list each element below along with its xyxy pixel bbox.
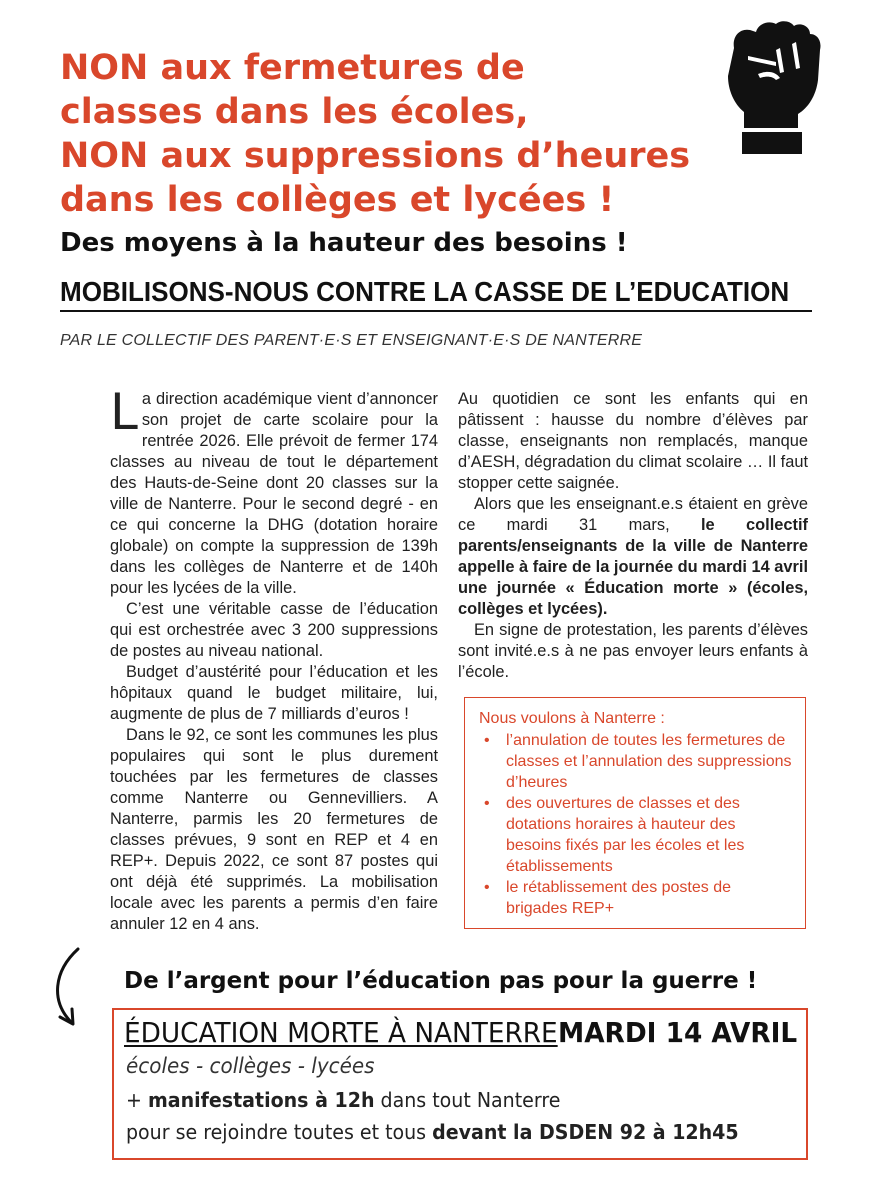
heading-underline (60, 310, 812, 312)
paragraph-1: La direction académique vient d’annoncer son projet de carte scolaire pour la rentrée 2026. Elle prévoit de fermer 174 classes au niveau de tout le département des Hauts-de-Seine dont 20 classes sur la ville de Nanterre. Pour le second degré - en ce qui concerne la DHG (dotation horaire globale) on compte la suppression de 139h dans les collèges de Nanterre et de 140h pour les lycées de la ville. (110, 383, 438, 597)
paragraph-5: Au quotidien ce sont les enfants qui en pâtissent : hausse du nombre d’élèves par classe, enseignants non remplacés, manque d’AESH, dégradation du climat scolaire … Il faut stopper cette saignée. (458, 390, 808, 492)
headline-line-2: classes dans les écoles, (60, 92, 529, 132)
event-title: ÉDUCATION MORTE À NANTERRE (124, 1016, 558, 1049)
paragraph-4: Dans le 92, ce sont les communes les plus populaires qui sont le plus durement touchées par les fermetures de classes comme Nanterre ou Gennevilliers. A Nanterre, parmis les 20 fermetures de classes prévues, 9 sont en REP et 4 en REP+. Depuis 2022, ce sont 87 postes qui ont déjà été supprimés. La mobilisation locale avec les parents a permis d’en faire annuler 12 en 4 ans. (110, 726, 438, 933)
byline: PAR LE COLLECTIF DES PARENT·E·S ET ENSEIGNANT·E·S DE NANTERRE (60, 332, 643, 349)
event-date: MARDI 14 AVRIL (558, 1016, 798, 1049)
raised-fist-icon (718, 18, 826, 156)
paragraph-2: C’est une véritable casse de l’éducation qui est orchestrée avec 3 200 suppressions de postes au niveau national. (110, 600, 438, 660)
event-box (112, 1008, 808, 1160)
paragraph-7: En signe de protestation, les parents d’élèves sont invité.e.s à ne pas envoyer leurs enfants à l’école. (458, 621, 808, 681)
demands-list (479, 730, 795, 919)
drop-cap: L (110, 383, 138, 441)
curved-arrow-icon (48, 945, 112, 1031)
call-to-action-text: le collectif parents/enseignants de la ville de Nanterre appelle à faire de la journée du mardi 14 avril une journée « Éducation morte » (écoles, collèges et lycées). (458, 516, 808, 618)
paragraph-3: Budget d’austérité pour l’éducation et les hôpitaux quand le budget militaire, lui, augmente de plus de 7 milliards d’euros ! (110, 663, 438, 723)
article-column-2 (458, 389, 808, 683)
mobilisons-heading: MOBILISONS-NOUS CONTRE LA CASSE DE L’EDUCATION (60, 276, 790, 307)
article-column-1 (110, 383, 438, 935)
demand-item: • l’annulation de toutes les fermetures de classes et l’annulation des suppressions d’heures (479, 730, 795, 793)
demand-item: • des ouvertures de classes et des dotations horaires à hauteur des besoins fixés par les écoles et les établissements (479, 793, 795, 877)
headline-line-1: NON aux fermetures de (60, 48, 525, 88)
demands-box (464, 697, 806, 929)
headline (60, 46, 730, 222)
headline-line-3: NON aux suppressions d’heures (60, 136, 691, 176)
event-subtitle: écoles - collèges - lycées (126, 1054, 375, 1078)
demands-intro: Nous voulons à Nanterre : (479, 710, 665, 727)
demand-item: • le rétablissement des postes de brigades REP+ (479, 877, 795, 919)
headline-line-4: dans les collèges et lycées ! (60, 180, 615, 220)
paragraph-6: Alors que les enseignant.e.s étaient en grève ce mardi 31 mars, le collectif parents/enseignants de la ville de Nanterre appelle à faire de la journée du mardi 14 avril une journée « Éducation morte » (écoles, collèges et lycées). (458, 495, 808, 618)
event-title-row (124, 1016, 798, 1049)
event-line-2: pour se rejoindre toutes et tous devant la DSDEN 92 à 12h45 (126, 1120, 739, 1144)
slogan: De l’argent pour l’éducation pas pour la guerre ! (124, 968, 758, 994)
subhead: Des moyens à la hauteur des besoins ! (60, 228, 628, 258)
event-line-1: + manifestations à 12h dans tout Nanterre (126, 1088, 561, 1112)
